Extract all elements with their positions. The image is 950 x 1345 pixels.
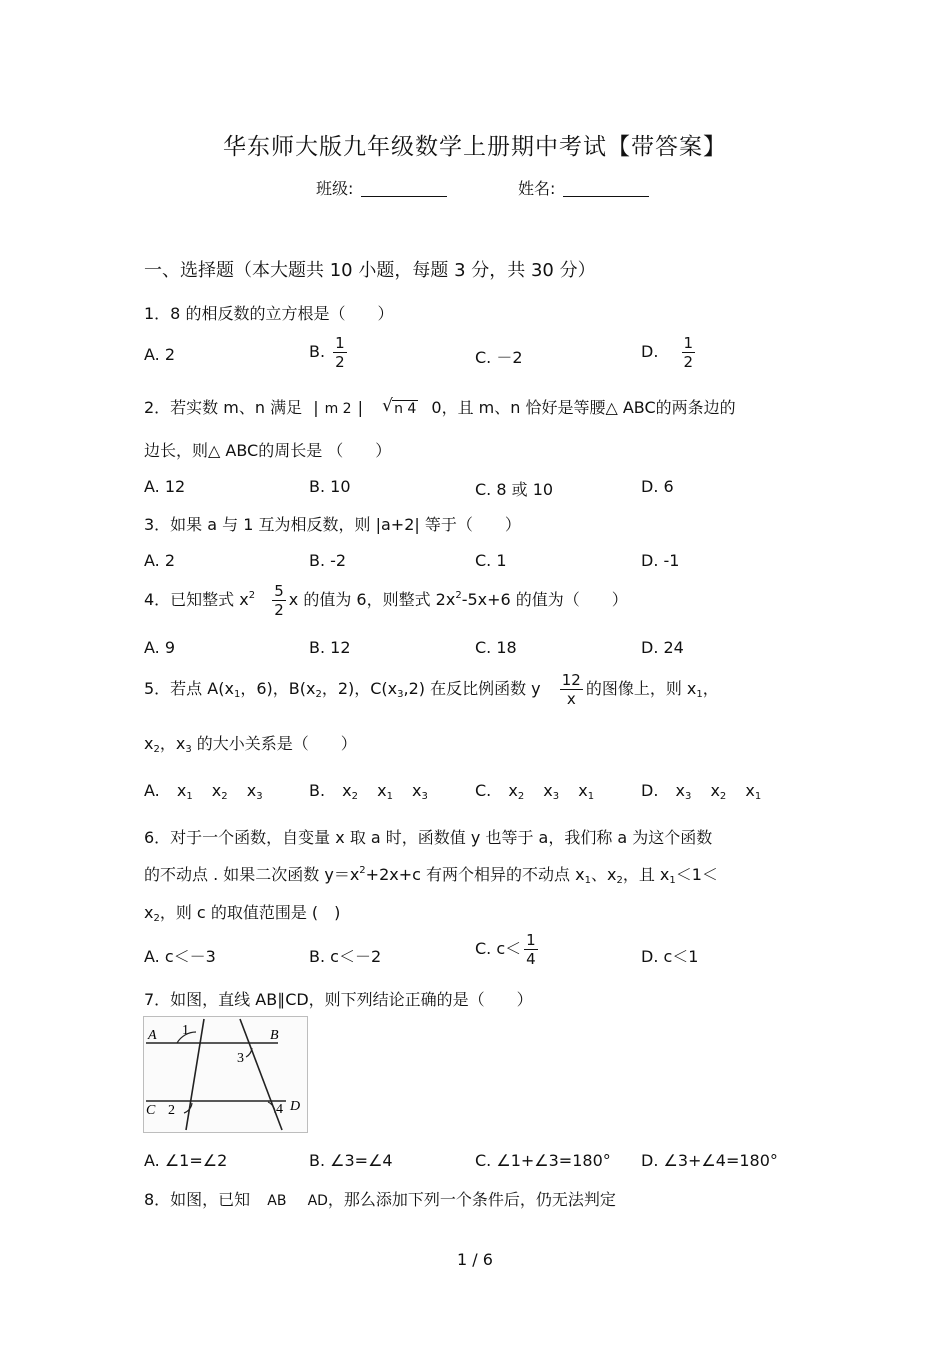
- q5-d-s1: 3: [684, 791, 692, 802]
- q4-option-d: D. 24: [641, 638, 684, 657]
- q1-option-b: [309, 334, 350, 371]
- q6-c-den: 4: [526, 950, 536, 968]
- q1-d-fraction: [682, 334, 696, 371]
- q4-exp2: 2: [455, 590, 462, 601]
- q5-b-x2: x: [377, 781, 387, 800]
- q5-b-s3: 3: [421, 791, 428, 802]
- q5-l2-a: x: [144, 734, 154, 753]
- angle-3-label: 3: [237, 1051, 244, 1066]
- q2-option-d: D. 6: [641, 477, 674, 496]
- q2-part1: 2．若实数 m、n 满足: [144, 398, 303, 417]
- q5-d-x1: x: [675, 781, 685, 800]
- q1-b-fraction: [333, 334, 347, 371]
- q6-l2-b: +2x+c 有两个相异的不动点 x: [365, 865, 585, 884]
- q5-frac-den: x: [566, 690, 576, 708]
- q5-c-s2: 3: [552, 791, 560, 802]
- q5-l2-c: 的大小关系是（ ）: [191, 734, 357, 753]
- q7-figure: [143, 1016, 308, 1133]
- q7-option-c: C. ∠1+∠3=180°: [475, 1151, 611, 1170]
- q6-l2-s2: 2: [616, 875, 623, 886]
- q6-option-d: D. c＜1: [641, 947, 699, 966]
- q6-option-a: A. c＜－3: [144, 947, 216, 966]
- q5-d-x3: x: [745, 781, 755, 800]
- q5-sub1: 1: [233, 689, 241, 700]
- q5-part2: ，6)，B(x: [240, 679, 316, 698]
- q5-sub2: 2: [315, 689, 322, 700]
- page-title: 华东师大版九年级数学上册期中考试【带答案】: [223, 134, 727, 160]
- q4-part3: -5x+6 的值为（ ）: [461, 590, 628, 609]
- q6-l2-s3: 1: [669, 875, 676, 886]
- q3-option-d: D. -1: [641, 551, 680, 570]
- q5-option-b: [309, 781, 428, 800]
- q2-option-b: B. 10: [309, 477, 351, 496]
- q5-sub5: 1: [696, 689, 703, 700]
- question-4: [144, 582, 628, 619]
- q5-option-a: [144, 781, 263, 800]
- q6-option-c: [475, 931, 541, 968]
- q5-b-s2: 1: [386, 791, 393, 802]
- q5-option-c: [475, 781, 594, 800]
- angle-4-arc: [268, 1102, 275, 1113]
- q8-ad: AD: [307, 1193, 328, 1209]
- q5-c-x2: x: [543, 781, 553, 800]
- class-field: [316, 176, 447, 199]
- q6-c-num: 1: [526, 931, 536, 949]
- q5-part5: 的图像上，则 x: [585, 679, 697, 698]
- q5-a-label: A.: [144, 781, 160, 800]
- q1-d-den: 2: [683, 353, 694, 371]
- q8-part2: ，那么添加下列一个条件后，仍无法判定: [327, 1190, 616, 1209]
- angle-2-label: 2: [168, 1103, 175, 1118]
- question-7: 7．如图，直线 AB∥CD，则下列结论正确的是（ ）: [144, 990, 533, 1009]
- q7-option-d: D. ∠3+∠4=180°: [641, 1151, 778, 1170]
- q5-part1: 5．若点 A(x: [144, 679, 234, 698]
- q5-c-x1: x: [508, 781, 518, 800]
- question-8: [144, 1187, 616, 1210]
- q5-a-x2: x: [211, 781, 222, 800]
- name-blank: [563, 180, 649, 197]
- q5-d-s3: 1: [754, 791, 762, 802]
- question-5: [144, 671, 719, 708]
- q5-part4: ,2) 在反比例函数 y: [403, 679, 541, 698]
- q2-sqrt: [382, 398, 418, 417]
- q4-exp1: 2: [248, 590, 256, 601]
- q1-d-num: 1: [683, 334, 694, 352]
- q7-option-a: A. ∠1=∠2: [144, 1151, 228, 1170]
- q6-l2-s1: 1: [584, 875, 591, 886]
- q5-b-x1: x: [342, 781, 352, 800]
- q6-l2-exp: 2: [359, 865, 366, 876]
- label-d: D: [290, 1099, 301, 1114]
- label-a: A: [148, 1028, 157, 1043]
- section-heading: 一、选择题（本大题共 10 小题，每题 3 分，共 30 分）: [144, 260, 596, 281]
- q2-abs: | m 2 |: [313, 398, 363, 417]
- q4-option-c: C. 18: [475, 638, 517, 657]
- q5-c-s1: 2: [517, 791, 525, 802]
- class-blank: [361, 180, 447, 197]
- q3-option-b: B. -2: [309, 551, 347, 570]
- q6-l3-b: ，则 c 的取值范围是 ( ): [159, 903, 341, 922]
- question-5-line2: [144, 731, 357, 754]
- angle-1-label: 1: [182, 1023, 189, 1038]
- q1-b-den: 2: [335, 353, 345, 371]
- q8-ab: AB: [267, 1193, 287, 1209]
- q5-l2-s1: 2: [153, 744, 160, 755]
- question-2: [144, 395, 736, 418]
- q5-b-label: B.: [309, 781, 326, 800]
- q5-sub3: 3: [397, 689, 404, 700]
- q6-l2-a: 的不动点 . 如果二次函数 y＝x: [144, 865, 360, 884]
- name-field: [518, 176, 649, 199]
- q1-option-c: C. －2: [475, 348, 523, 367]
- q1-b-label: B.: [309, 342, 326, 361]
- question-6-line2: [144, 862, 718, 885]
- q2-option-c: C. 8 或 10: [475, 480, 554, 499]
- name-label: 姓名:: [518, 179, 556, 198]
- q6-l2-c: 、x: [590, 865, 617, 884]
- q4-fraction: [272, 582, 286, 619]
- question-6-line3: [144, 900, 340, 923]
- q5-d-x2: x: [710, 781, 720, 800]
- q6-l3-s: 2: [153, 913, 160, 924]
- q5-option-d: [641, 781, 761, 800]
- angle-4-label: 4: [276, 1102, 283, 1117]
- q6-l2-e: ＜1＜: [675, 865, 718, 884]
- q2-option-a: A. 12: [144, 477, 186, 496]
- q5-b-s1: 2: [351, 791, 358, 802]
- q4-option-a: A. 9: [144, 638, 176, 657]
- q4-frac-num: 5: [274, 582, 284, 600]
- radical-icon: √: [382, 396, 393, 416]
- q5-part3: ，2)，C(x: [321, 679, 398, 698]
- q8-part1: 8．如图，已知: [144, 1190, 251, 1209]
- q5-a-s1: 1: [186, 791, 193, 802]
- q5-d-label: D.: [641, 781, 659, 800]
- q5-part6: ，: [702, 679, 719, 698]
- parallel-lines-diagram: [144, 1017, 307, 1132]
- q1-option-d: [641, 334, 698, 371]
- q5-a-x1: x: [176, 781, 187, 800]
- q3-option-a: A. 2: [144, 551, 176, 570]
- q6-c-fraction: [524, 931, 538, 968]
- q5-a-s3: 3: [256, 791, 263, 802]
- label-c: C: [146, 1103, 156, 1118]
- q6-l2-d: ，且 x: [622, 865, 670, 884]
- q6-l3-a: x: [144, 903, 154, 922]
- q2-part2: 0，且 m、n 恰好是等腰△ ABC的两条边的: [431, 398, 736, 417]
- q5-d-s2: 2: [719, 791, 727, 802]
- q6-option-b: B. c＜－2: [309, 947, 382, 966]
- q5-c-x3: x: [578, 781, 588, 800]
- q7-option-b: B. ∠3=∠4: [309, 1151, 393, 1170]
- question-1: 1．8 的相反数的立方根是（ ）: [144, 304, 394, 323]
- q2-abs-content: m 2: [324, 401, 352, 417]
- question-2-line2: 边长，则△ ABC的周长是 （ ）: [144, 441, 392, 460]
- q5-frac-num: 12: [561, 671, 581, 689]
- q5-a-s2: 2: [221, 791, 228, 802]
- q4-frac-den: 2: [274, 601, 284, 619]
- q6-c-prefix: C. c＜: [475, 939, 522, 958]
- q4-option-b: B. 12: [309, 638, 351, 657]
- label-b: B: [270, 1028, 279, 1043]
- q1-b-num: 1: [335, 334, 345, 352]
- q2-sqrt-content: n 4: [394, 401, 417, 417]
- page-number: 1 / 6: [457, 1250, 493, 1269]
- q5-c-label: C.: [475, 781, 492, 800]
- q5-fraction: [560, 671, 583, 708]
- q4-part2: x 的值为 6，则整式 2x: [288, 590, 456, 609]
- q5-b-x3: x: [412, 781, 422, 800]
- q3-option-c: C. 1: [475, 551, 507, 570]
- class-label: 班级:: [316, 179, 354, 198]
- q4-part1: 4．已知整式 x: [144, 590, 249, 609]
- q1-option-a: A. 2: [144, 345, 176, 364]
- q1-d-label: D.: [641, 342, 659, 361]
- question-3: 3．如果 a 与 1 互为相反数，则 |a+2| 等于（ ）: [144, 515, 521, 534]
- question-6: 6．对于一个函数，自变量 x 取 a 时，函数值 y 也等于 a，我们称 a 为这个函数: [144, 828, 713, 847]
- q5-a-x3: x: [246, 781, 257, 800]
- q5-l2-s2: 3: [185, 744, 192, 755]
- q5-c-s3: 1: [587, 791, 595, 802]
- q5-l2-b: ，x: [159, 734, 186, 753]
